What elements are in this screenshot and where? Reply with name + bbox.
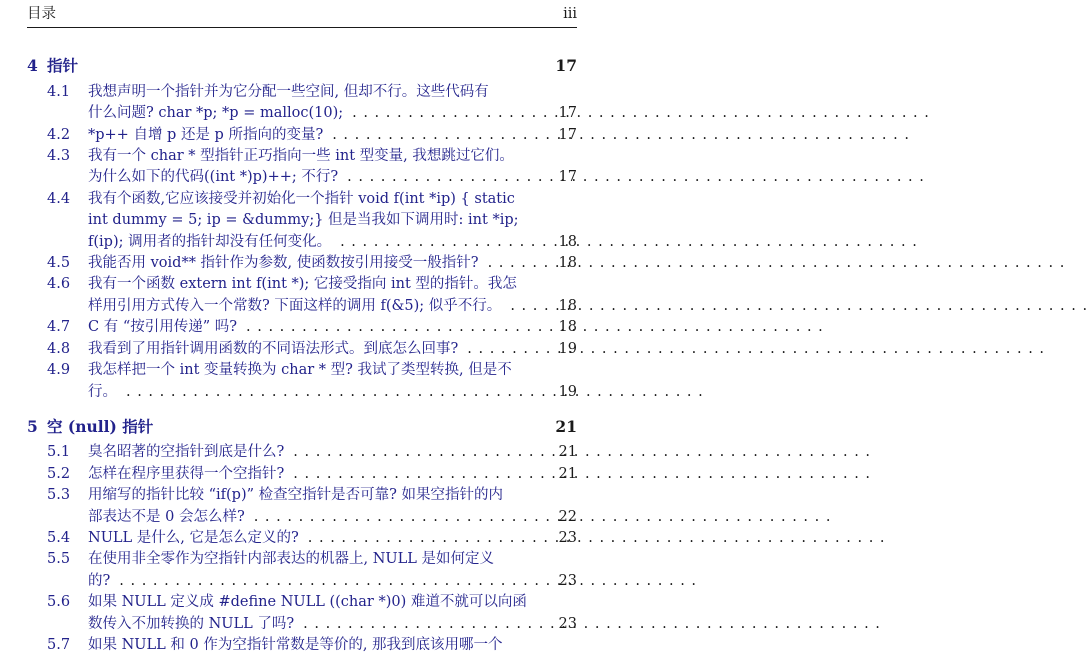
- section-title: C 有 “按引用传递” 吗? . . .: [88, 317, 550, 338]
- section-number[interactable]: 5.3: [47, 487, 71, 504]
- section-number[interactable]: 5.7: [47, 636, 71, 653]
- page-number: 19: [558, 340, 577, 357]
- toc-entry-5-1[interactable]: [47, 442, 577, 463]
- section-number[interactable]: 4.4: [47, 190, 71, 207]
- page-number: 18: [558, 233, 577, 250]
- section-number[interactable]: 4.7: [47, 319, 71, 336]
- page-number: 23: [558, 529, 577, 546]
- page-number: 18: [558, 319, 577, 336]
- page-number: 22: [558, 508, 577, 525]
- page-number: 17: [558, 126, 577, 143]
- toc-entry-5-3[interactable]: [47, 485, 577, 528]
- chapter-4-sections: [27, 82, 577, 403]
- chapter-4-heading[interactable]: [27, 55, 577, 76]
- dot-leader: [254, 507, 832, 528]
- section-number[interactable]: 4.5: [47, 255, 71, 272]
- chapter-5-heading[interactable]: [27, 416, 577, 437]
- toc-entry-5-5[interactable]: [47, 549, 577, 592]
- toc-entry-4-9[interactable]: [47, 360, 577, 403]
- section-number[interactable]: 4.8: [47, 340, 71, 357]
- toc-entry-4-1[interactable]: [47, 82, 577, 125]
- section-title: 我看到了用指针调用函数的不同语法形式。到底怎么回事? . . .: [88, 339, 550, 360]
- toc-entry-5-4[interactable]: [47, 528, 577, 549]
- page-number: 17: [558, 169, 577, 186]
- toc-entry-4-3[interactable]: [47, 146, 577, 189]
- toc-entry-4-2[interactable]: [47, 125, 577, 146]
- section-number[interactable]: 5.2: [47, 465, 71, 482]
- section-title: 我有个函数,它应该接受并初始化一个指针 void f(int *ip) { static int dummy = 5; ip = &dummy;} 但是当我如下调用时: int *ip; f(ip); 调用者的指针却没有任何变化。 . . .: [88, 189, 550, 253]
- section-title: 我有一个函数 extern int f(int *); 它接受指向 int 型的指针。我怎 样用引用方式传入一个常数? 下面这样的调用 f(&5); 似乎不行。 . . .: [88, 274, 550, 317]
- page-number: 18: [558, 255, 577, 272]
- section-number[interactable]: 4.6: [47, 276, 71, 293]
- toc-entry-5-2[interactable]: [47, 464, 577, 485]
- page-number: 21: [558, 465, 577, 482]
- section-title: *p++ 自增 p 还是 p 所指向的变量? . . .: [88, 125, 550, 146]
- section-number[interactable]: 5.4: [47, 529, 71, 546]
- header-page-number: iii: [563, 6, 577, 22]
- section-number[interactable]: 4.9: [47, 362, 71, 379]
- section-number[interactable]: 4.1: [47, 83, 71, 100]
- dot-leader: [119, 571, 697, 592]
- chapter-title[interactable]: 指针: [47, 56, 79, 76]
- section-number[interactable]: 5.6: [47, 594, 71, 611]
- dot-leader: [352, 103, 930, 124]
- section-title: 在使用非全零作为空指针内部表达的机器上, NULL 是如何定义 的? . . .: [88, 549, 550, 592]
- dot-leader: [246, 317, 824, 338]
- section-title: 如果 NULL 定义成 #define NULL ((char *)0) 难道不就可以向函 数传入不加转换的 NULL 了吗? . . .: [88, 592, 550, 635]
- section-title: 臭名昭著的空指针到底是什么? . . .: [88, 442, 550, 463]
- chapter-page-number: 17: [555, 56, 577, 76]
- toc-entry-4-8[interactable]: [47, 339, 577, 360]
- dot-leader: [293, 442, 871, 463]
- section-title: 我能否用 void** 指针作为参数, 使函数按引用接受一般指针? . . .: [88, 253, 550, 274]
- section-title: NULL 是什么, 它是怎么定义的? . . .: [88, 528, 550, 549]
- dot-leader: [332, 125, 910, 146]
- chapter-page-number: 21: [555, 416, 577, 436]
- section-title: 我有一个 char * 型指针正巧指向一些 int 型变量, 我想跳过它们。 为什么如下的代码((int *)p)++; 不行? . . .: [88, 146, 550, 189]
- section-title: 我想声明一个指针并为它分配一些空间, 但却不行。这些代码有 什么问题? char *p; *p = malloc(10); . . .: [88, 82, 550, 125]
- chapter-number[interactable]: 4: [27, 56, 38, 76]
- page-number: 23: [558, 572, 577, 589]
- section-title: 我怎样把一个 int 变量转换为 char * 型? 我试了类型转换, 但是不 行。 . . .: [88, 360, 550, 403]
- header-title: 目录: [27, 6, 56, 22]
- page-number: 23: [558, 615, 577, 632]
- dot-leader: [126, 382, 704, 403]
- page-number: 17: [558, 105, 577, 122]
- section-number[interactable]: 4.2: [47, 126, 71, 143]
- dot-leader: [293, 464, 871, 485]
- dot-leader: [340, 232, 918, 253]
- toc-entry-5-6[interactable]: [47, 592, 577, 635]
- toc-entry-4-5[interactable]: [47, 253, 577, 274]
- dot-leader: [308, 528, 886, 549]
- chapter-title[interactable]: 空 (null) 指针: [47, 416, 154, 436]
- page-number: 18: [558, 297, 577, 314]
- toc-entry-4-7[interactable]: [47, 317, 577, 338]
- section-number[interactable]: 4.3: [47, 148, 71, 165]
- page-number: 21: [558, 444, 577, 461]
- toc-entry-4-6[interactable]: [47, 274, 577, 317]
- dot-leader: [347, 167, 925, 188]
- running-header: [27, 4, 577, 28]
- section-number[interactable]: 5.1: [47, 444, 71, 461]
- chapter-5-sections: [27, 442, 577, 656]
- section-title: 如果 NULL 和 0 作为空指针常数是等价的, 那我到底该用哪一个: [88, 636, 503, 653]
- toc-entry-4-4[interactable]: [47, 189, 577, 253]
- section-number[interactable]: 5.5: [47, 551, 71, 568]
- toc-entry-5-7[interactable]: [47, 635, 577, 656]
- section-title: 怎样在程序里获得一个空指针? . . .: [88, 464, 550, 485]
- section-title: 用缩写的指针比较 “if(p)” 检查空指针是否可靠? 如果空指针的内 部表达不是 0 会怎么样? . . .: [88, 485, 550, 528]
- dot-leader: [303, 614, 881, 635]
- dot-leader: [510, 296, 1088, 317]
- page-number: 19: [558, 383, 577, 400]
- chapter-number[interactable]: 5: [27, 416, 38, 436]
